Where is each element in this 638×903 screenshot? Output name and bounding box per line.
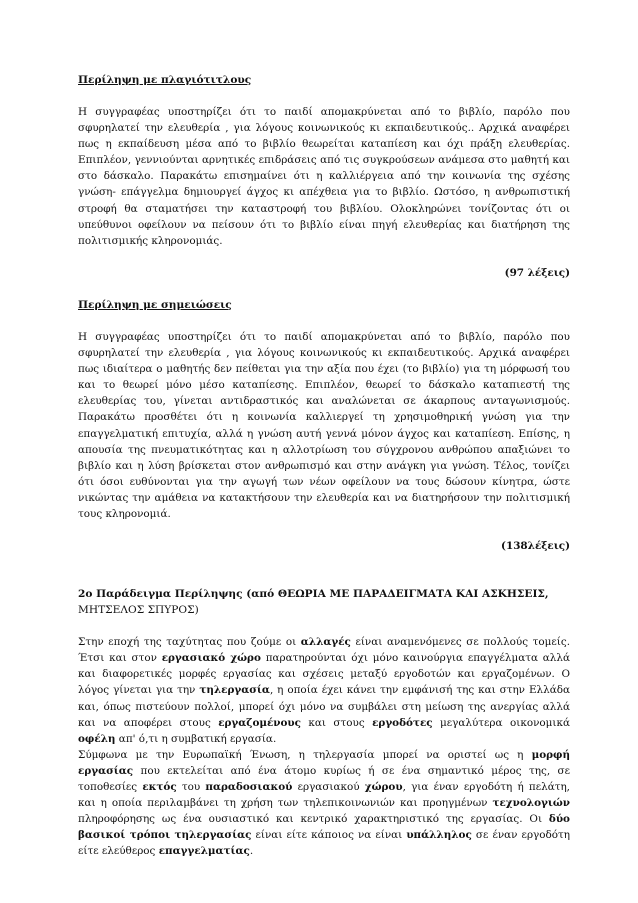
text-segment: , η οποία έχει κάνει την εμφάνισή της και στην Ελλάδα και, όπως πιστεύουν πολλοί, μπορεί όχι μόνο να συμβάλει στη μείωση της ανεργίας αλλά και να αποφέρει στους <box>78 684 570 729</box>
emphasis-two-ways: δύο βασικοί τρόποι τηλεργασίας <box>78 813 570 842</box>
text-segment: του <box>176 781 206 793</box>
summary-headings-body: Η συγγραφέας υποστηρίζει ότι το παιδί απομακρύνεται από το βιβλίο, παρόλο που σφυρηλατεί την ελευθερία , για λόγους κοινωνικούς κι εκπαιδευτικούς.. Αρχικά αναφέρει πως η εκπαίδευση μέσα από το βιβλίο θεωρείται καταπίεση και όχι πράξη ελευθερίας. Επιπλέον, γεννιούνται αρνητικές επιδράσεις από τις συγκρούσεων ανάμεσα στο μαθητή και στο δάσκαλο. Παρακάτω επισημαίνει ότι η καλλιέργεια από την κοινωνία της σχέσης γνώση- επάγγελμα δημιουργεί άγχος κι απέχθεια για το βιβλίο. Ωστόσο, η ανθρωπιστική στροφή θα σταματήσει την καταστροφή του βιβλίου. Ολοκληρώνει τονίζοντας ότι οι υπεύθυνοι οφείλουν να πείσουν ότι το βιβλίο είναι πηγή ελευθερίας και διατήρηση της πολιτισμικής κληρονομιάς. <box>78 106 570 247</box>
emphasis-professional: επαγγελματίας <box>158 845 250 858</box>
text-segment: Στην εποχή της ταχύτητας που ζούμε οι <box>78 636 301 649</box>
text-segment: Σύμφωνα με την Ευρωπαϊκή Ένωση, η τηλεργασία μπορεί να οριστεί ως η <box>78 748 532 761</box>
emphasis-employers: εργοδότες <box>372 716 433 729</box>
example2-author: ΜΗΤΣΕΛΟΣ ΣΠΥΡΟΣ) <box>78 604 199 617</box>
text-segment: και στους <box>300 716 373 729</box>
emphasis-outside: εκτός <box>142 781 177 793</box>
emphasis-work-space: εργασιακό χώρο <box>161 652 261 665</box>
summary-notes-title: Περίληψη με σημειώσεις <box>78 298 232 311</box>
emphasis-telework: τηλεργασία <box>199 684 270 697</box>
example2-paragraph-2 <box>78 747 570 860</box>
text-segment: απ' ό,τι η συμβατική εργασία. <box>115 732 277 745</box>
document-page <box>78 72 570 859</box>
text-segment: πληροφόρησης ως ένα ουσιαστικό και κεντρικό χαρακτηριστικό της εργασίας. Οι <box>78 813 549 826</box>
text-segment: παρατηρούνται όχι μόνο καινούργια επαγγέλματα αλλά και διαφορετικές μορφές εργασίας και σχέσεις μεταξύ εργοδοτών και εργαζομένων. Ο λόγος γίνεται για την <box>78 652 570 697</box>
summary-headings-title: Περίληψη με πλαγιότιτλους <box>78 74 252 86</box>
example2-title <box>78 586 570 618</box>
emphasis-employee: υπάλληλος <box>406 829 472 842</box>
emphasis-space: χώρου <box>364 781 403 793</box>
emphasis-changes: αλλαγές <box>300 636 351 649</box>
text-segment: . <box>249 845 254 858</box>
emphasis-form-of-work: μορφή εργασίας <box>78 748 570 777</box>
example2-title-text: 2ο Παράδειγμα Περίληψης (από ΘΕΩΡΙΑ ΜΕ ΠΑΡΑΔΕΙΓΜΑΤΑ ΚΑΙ ΑΣΚΗΣΕΙΣ, <box>78 588 549 601</box>
emphasis-technologies: τεχνολογιών <box>492 797 570 810</box>
text-segment: που εκτελείται από ένα άτομο κυρίως ή σε ένα σημαντικό μέρος της, σε τοποθεσίες <box>78 764 570 793</box>
text-segment: σε έναν εργοδότη είτε ελεύθερος <box>78 829 570 858</box>
text-segment: , για έναν εργοδότη ή πελάτη, και η οποία περιλαμβάνει τη χρήση των τηλεπικοινωνιών και προηγμένων <box>78 781 570 810</box>
summary-notes-word-count: (138λέξεις) <box>501 540 570 553</box>
emphasis-employees: εργαζομένους <box>218 716 301 729</box>
text-segment: μεγαλύτερα οικονομικά <box>432 716 570 729</box>
text-segment: εργασιακού <box>292 781 365 793</box>
emphasis-traditional: παραδοσιακού <box>205 781 293 793</box>
emphasis-benefits: οφέλη <box>78 732 116 745</box>
example2-paragraph-1 <box>78 634 570 747</box>
text-segment: είναι είτε κάποιος να είναι <box>251 829 407 842</box>
summary-headings-word-count: (97 λέξεις) <box>504 266 570 279</box>
summary-notes-body: Η συγγραφέας υποστηρίζει ότι το παιδί απομακρύνεται από το βιβλίο, παρόλο που σφυρηλατεί την ελευθερία , για λόγους κοινωνικούς κι εκπαιδευτικούς. Αρχικά αναφέρει πως ιδιαίτερα ο μαθητής δεν πείθεται για την αξία που έχει (το βιβλίο) για τη μόρφωσή του και το θεωρεί μόνο μέσο καταπίεσης. Επιπλέον, θεωρεί το δάσκαλο καταπιεστή της ελευθερίας του, γίνεται αντιδραστικός και αναλώνεται σε άκαρπους ανταγωνισμούς. Παρακάτω προσθέτει ότι η κοινωνία καλλιεργεί τη χρησιμοθηρική γνώση για την επαγγελματική επιτυχία, αλλά η γνώση αυτή γεννά μόνον άγχος και καταπίεση. Επίσης, η απουσία της πνευματικότητας και η αλλοτρίωση του σύγχρονου ανθρώπου απαξιώνει το βιβλίο και η λύση βρίσκεται στον ανθρωπισμό και στην ανάγκη για γνώση. Τέλος, τονίζει ότι όσοι ευθύνονται για την αγωγή των νέων οφείλουν να τους δώσουν κίνητρα, ώστε νικώντας την αμάθεια να κατακτήσουν την ελευθερία και να διατηρήσουν την πολιτισμική τους κληρονομιά. <box>78 330 570 520</box>
text-segment: είναι αναμενόμενες σε πολλούς τομείς. Έτσι και στον <box>78 636 570 665</box>
